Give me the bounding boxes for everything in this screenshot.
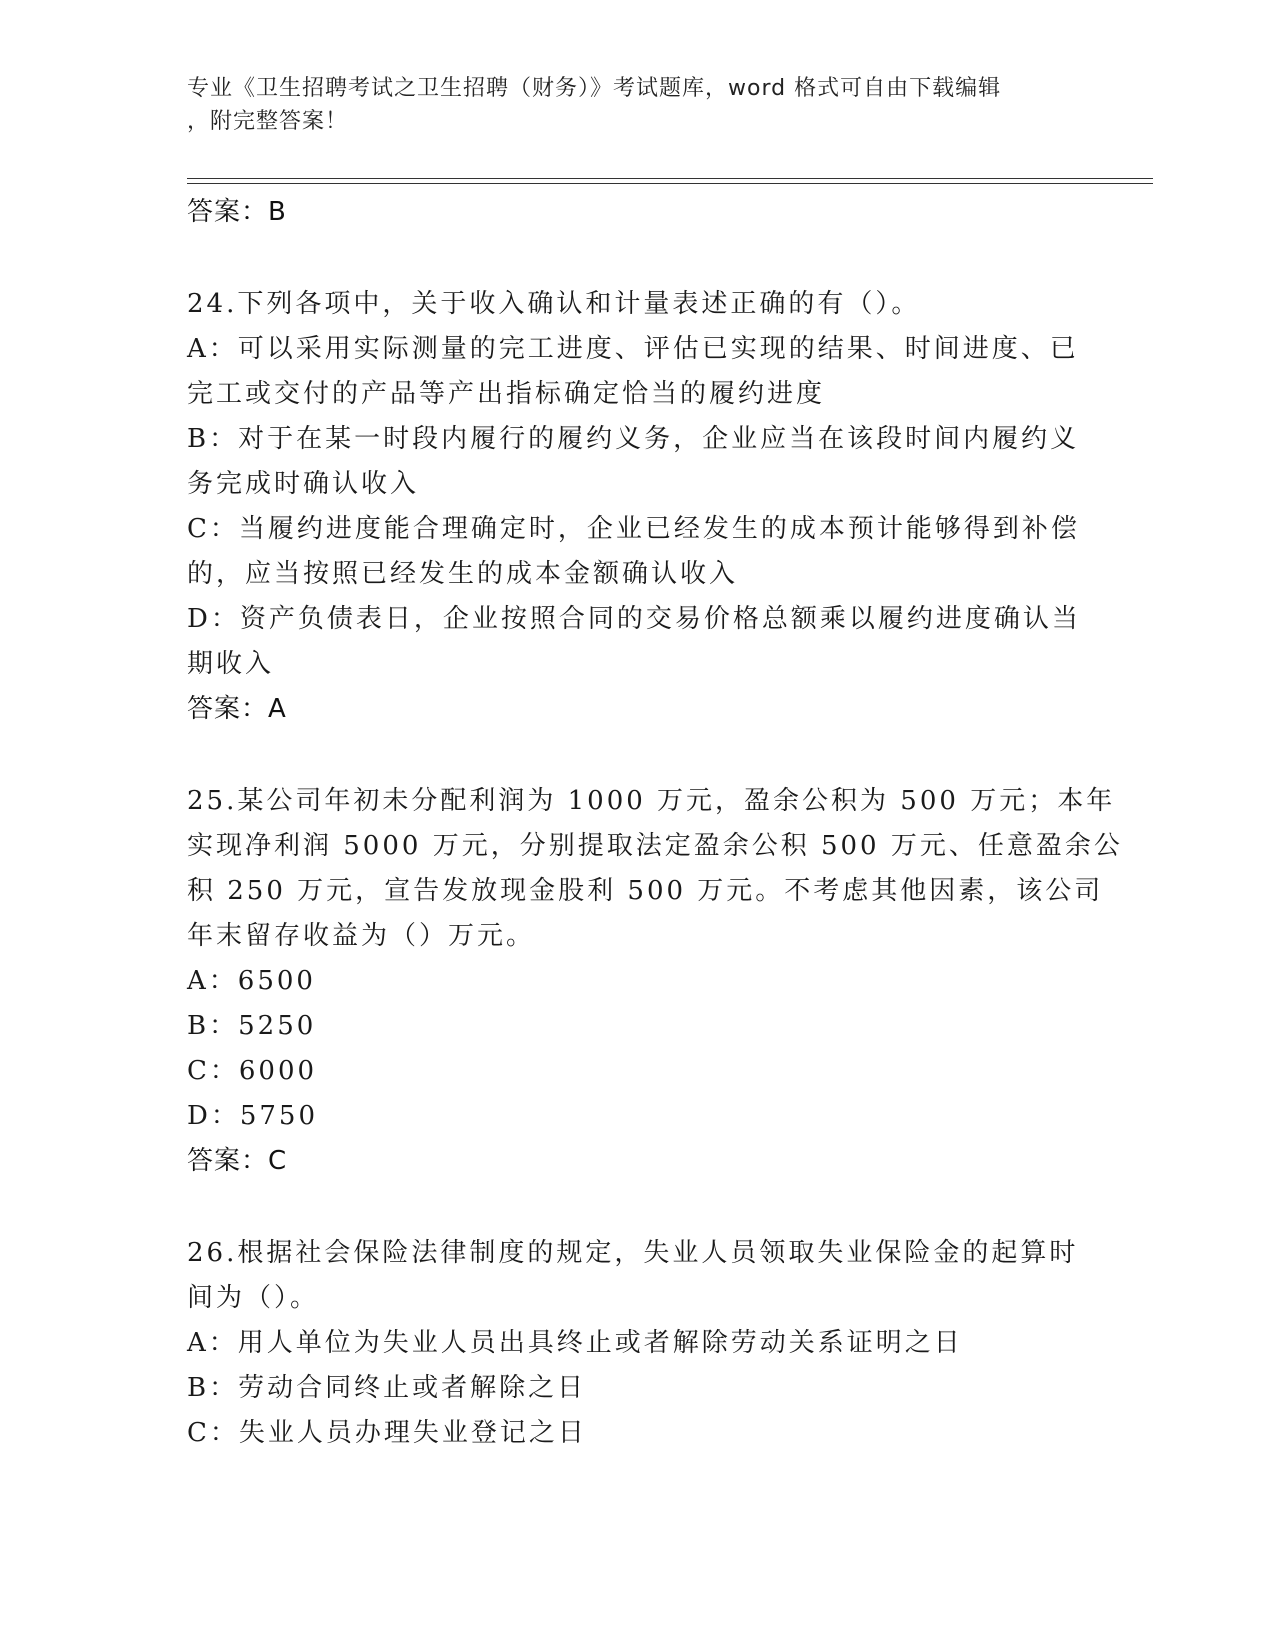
answer-24 — [187, 687, 1087, 731]
option-c: C：当履约进度能合理确定时，企业已经发生的成本预计能够得到补偿 的，应当按照已经发生的成本金额确认收入 — [187, 514, 1080, 589]
option-c: C：6000 — [187, 1056, 318, 1086]
option-b: B：劳动合同终止或者解除之日 — [187, 1373, 587, 1403]
question-stem: 26.根据社会保险法律制度的规定，失业人员领取失业保险金的起算时 间为（）。 — [187, 1238, 1079, 1313]
option-a: A：可以采用实际测量的完工进度、评估已实现的结果、时间进度、已 完工或交付的产品等产出指标确定恰当的履约进度 — [187, 334, 1079, 409]
spacer — [187, 731, 1087, 779]
page-header — [187, 72, 1087, 138]
previous-answer — [187, 190, 1087, 234]
answer-label: 答案： — [187, 1146, 269, 1176]
question-content — [187, 190, 1123, 1456]
answer-label: 答案： — [187, 694, 269, 724]
answer-value: B — [268, 197, 287, 227]
spacer — [187, 234, 1087, 282]
header-line-2: ，附完整答案！ — [187, 109, 349, 134]
option-d: D：5750 — [187, 1101, 319, 1131]
answer-value: C — [268, 1146, 288, 1176]
answer-25 — [187, 1139, 1087, 1183]
question-24 — [187, 282, 1087, 731]
option-a: A：用人单位为失业人员出具终止或者解除劳动关系证明之日 — [187, 1328, 963, 1358]
header-line-1: 专业《卫生招聘考试之卫生招聘（财务）》考试题库，word 格式可自由下载编辑 — [187, 76, 1002, 101]
question-26 — [187, 1231, 1087, 1456]
header-rule-bottom — [187, 183, 1153, 184]
option-c: C：失业人员办理失业登记之日 — [187, 1418, 587, 1448]
option-a: A：6500 — [187, 966, 316, 996]
option-d: D：资产负债表日，企业按照合同的交易价格总额乘以履约进度确认当 期收入 — [187, 604, 1081, 679]
question-stem: 25.某公司年初未分配利润为 1000 万元，盈余公积为 500 万元；本年 实现净利润 5000 万元，分别提取法定盈余公积 500 万元、任意盈余公 积 250 万元，宣告发放现金股利 500 万元。不考虑其他因素，该公司 年末留存收益为（）万元。 — [187, 786, 1123, 951]
answer-value: A — [268, 694, 287, 724]
question-stem: 24.下列各项中，关于收入确认和计量表述正确的有（）。 — [187, 289, 921, 319]
option-b: B：对于在某一时段内履行的履约义务，企业应当在该段时间内履约义 务完成时确认收入 — [187, 424, 1080, 499]
header-rule-top — [187, 178, 1153, 179]
spacer — [187, 1183, 1087, 1231]
option-b: B：5250 — [187, 1011, 317, 1041]
question-25 — [187, 779, 1123, 1183]
answer-label: 答案： — [187, 197, 269, 227]
